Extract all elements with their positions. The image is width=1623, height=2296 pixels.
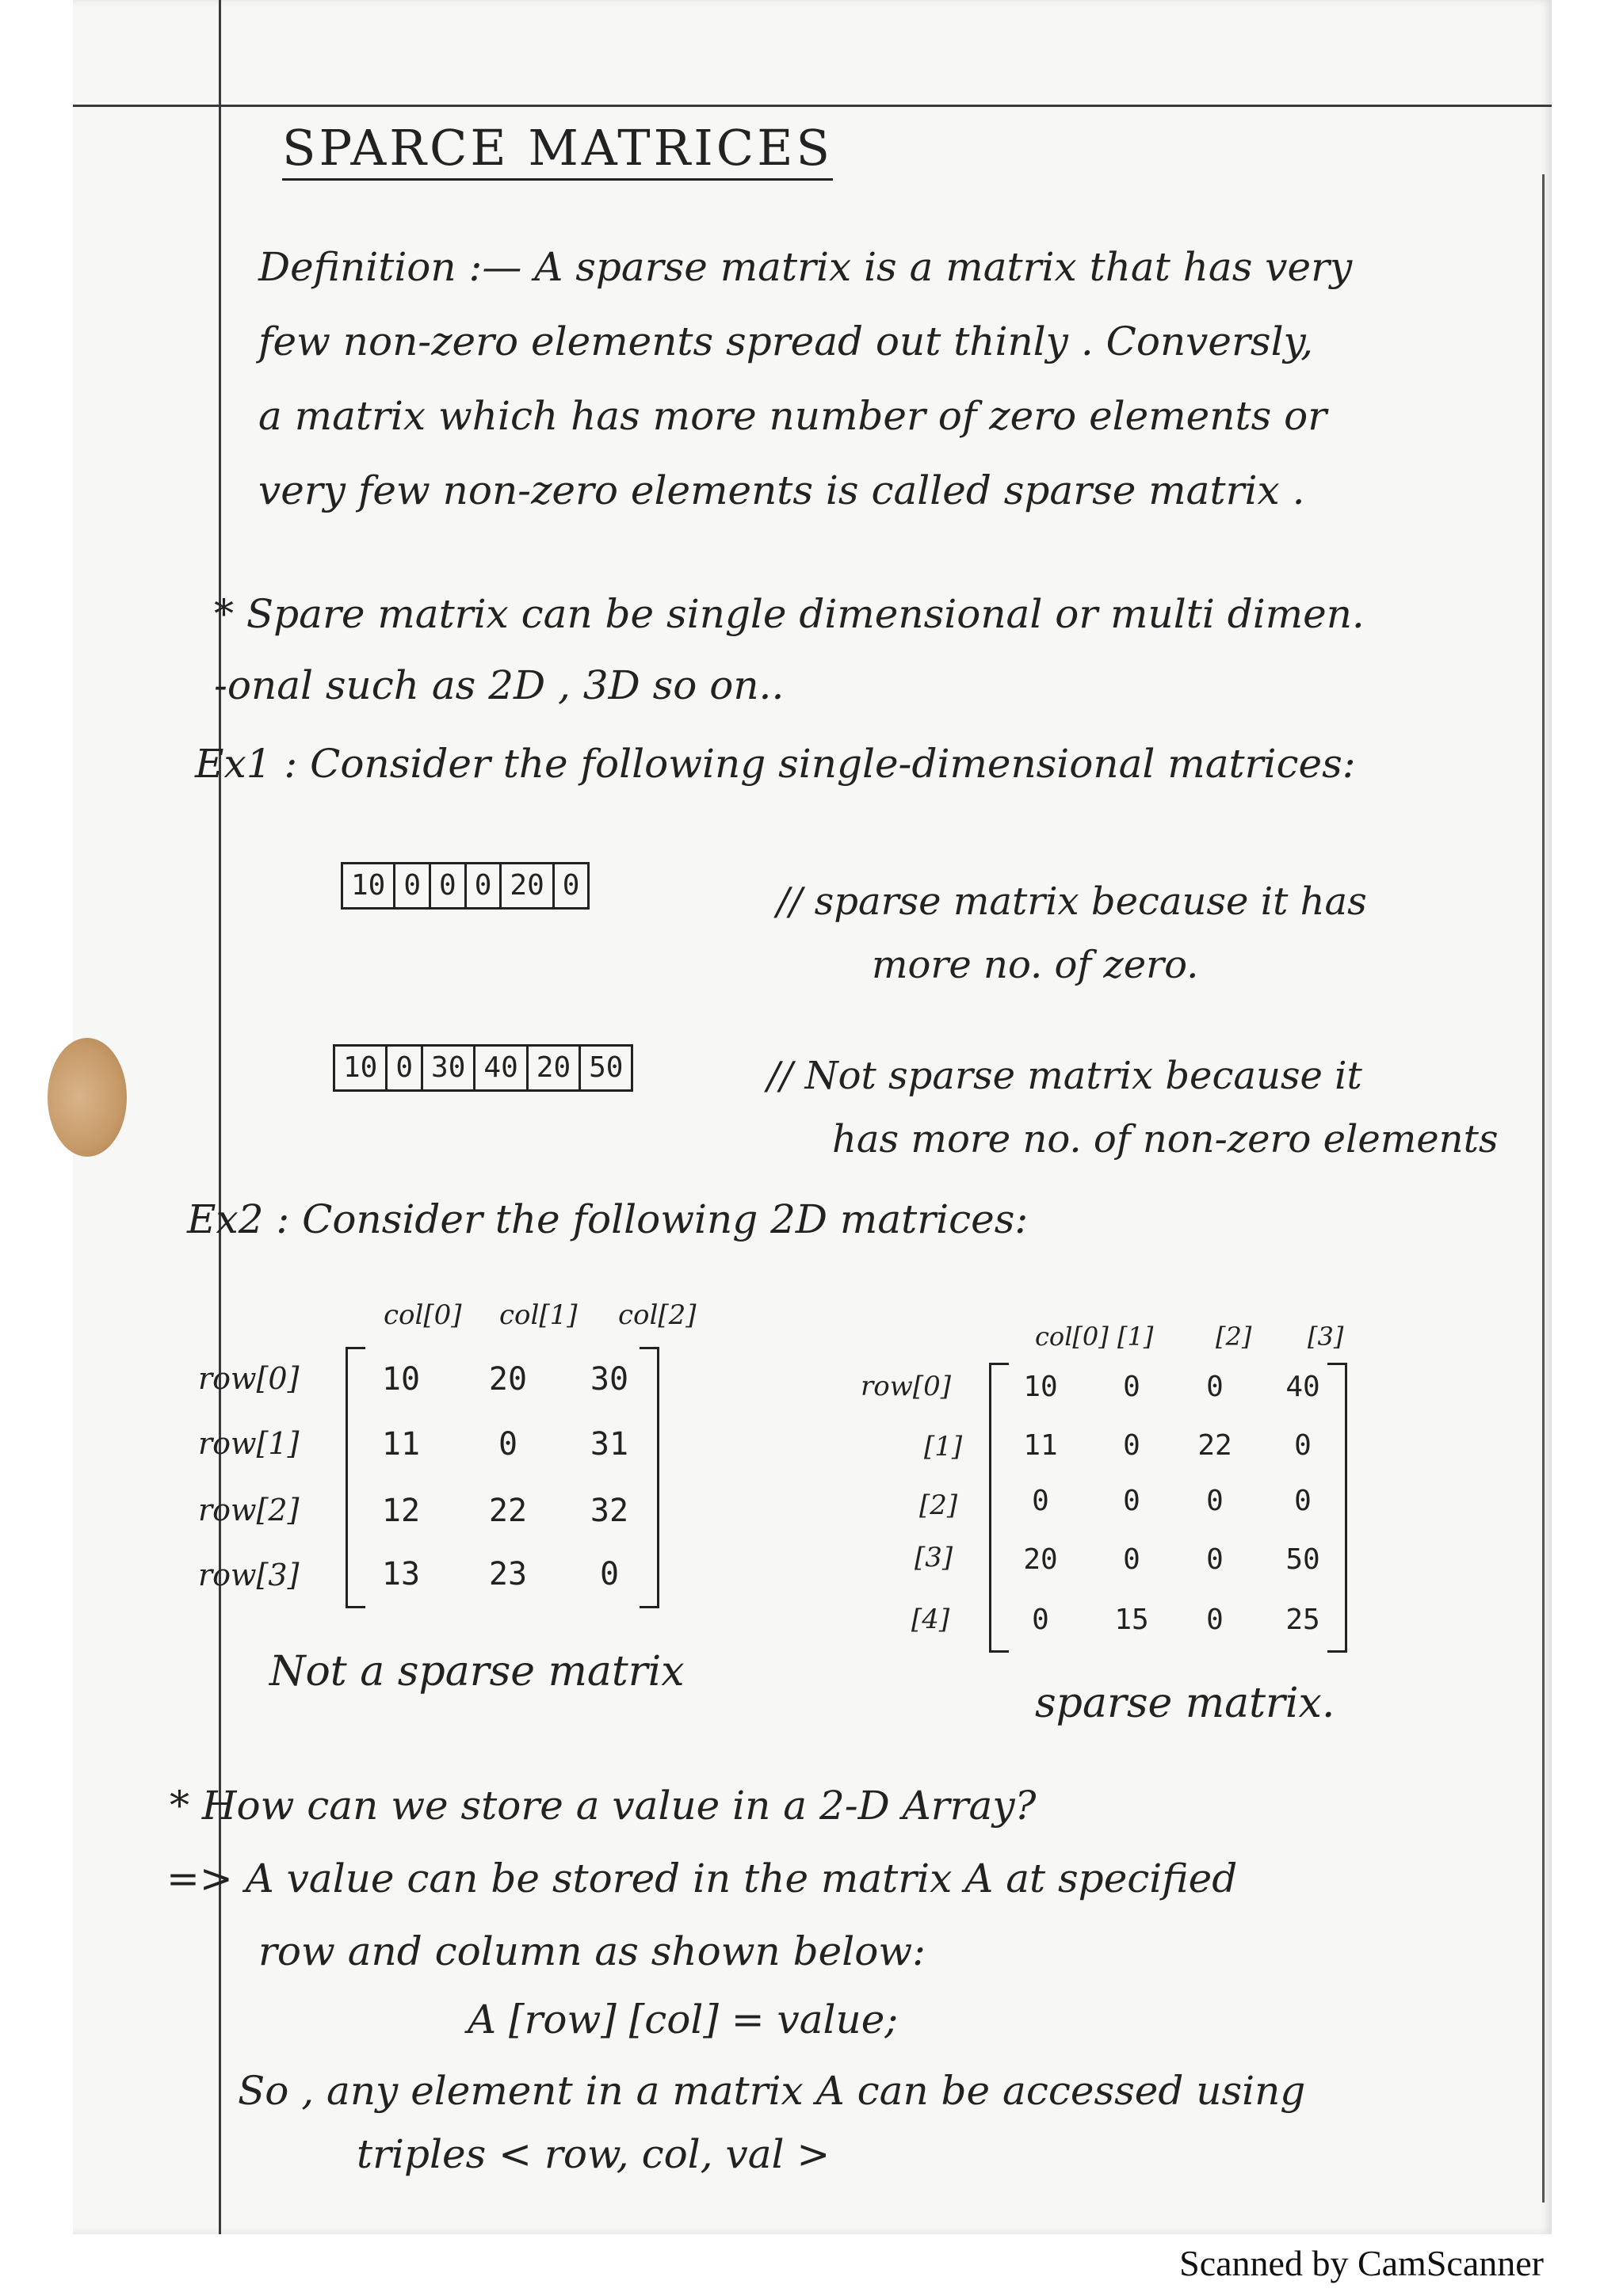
matrix-cell: 0 [1032,1604,1049,1636]
store-conclusion: So , any element in a matrix A can be accessed using [238,2068,1306,2114]
matrix-caption: Not a sparse matrix [269,1648,685,1695]
matrix-cell: 12 [381,1493,421,1529]
matrix-cell: 25 [1285,1604,1320,1636]
matrix-cell: 40 [1285,1371,1320,1403]
matrix-cell: 15 [1114,1604,1149,1636]
row-label: [4] [911,1604,950,1635]
array-cell: 10 [335,1047,388,1089]
note-line: * Spare matrix can be single dimensional or multi dimen. [214,591,1365,637]
matrix-cell: 0 [1123,1543,1140,1576]
array-sparse [341,862,590,910]
binder-hole [48,1038,127,1157]
matrix-b [989,1363,1347,1653]
array-cell: 50 [589,1051,624,1084]
matrix-cell: 10 [1023,1371,1058,1403]
matrix-cell: 11 [1023,1429,1058,1462]
matrix-cell: 0 [599,1556,620,1592]
col-label: col[0] [1035,1322,1109,1352]
matrix-cell: 11 [381,1426,421,1463]
array-cell: 0 [395,864,431,907]
scanner-watermark: Scanned by CamScanner [1179,2243,1544,2283]
matrix-cell: 0 [1206,1371,1224,1403]
col-label: [3] [1308,1322,1344,1352]
array-cell: 20 [502,864,554,907]
store-question: * How can we store a value in a 2-D Array? [170,1783,1037,1829]
row-label: [1] [924,1431,963,1463]
matrix-cell: 0 [1294,1485,1312,1517]
note-line: -onal such as 2D , 3D so on.. [214,662,785,708]
row-label: row[1] [198,1426,300,1461]
store-conclusion: triples < row, col, val > [357,2131,831,2177]
col-label: [2] [1216,1322,1252,1352]
array-comment: more no. of zero. [872,943,1199,987]
matrix-cell: 31 [590,1426,629,1463]
matrix-cell: 0 [1206,1485,1224,1517]
array-cell: 0 [388,1047,423,1089]
matrix-cell: 50 [1285,1543,1320,1576]
definition-line: very few non-zero elements is called sparse matrix . [258,467,1305,513]
array-cell: 10 [343,864,395,907]
matrix-cell: 0 [498,1426,518,1463]
matrix-cell: 10 [381,1361,421,1398]
array-cell: 40 [475,1047,528,1089]
col-label: col[0] [384,1299,462,1331]
ex1-heading: Ex1 : Consider the following single-dimensional matrices: [195,741,1356,787]
array-cell: 0 [431,864,467,907]
note-block [214,578,1365,721]
row-label: row[0] [861,1371,951,1402]
matrix-cell: 0 [1123,1485,1140,1517]
right-rule [1542,174,1545,2203]
page-top-rule [73,105,1552,107]
page-title: SPARCE MATRICES [282,119,833,181]
row-label: row[2] [198,1493,300,1527]
array-not-sparse [333,1044,633,1092]
matrix-cell: 13 [381,1556,421,1592]
matrix-cell: 32 [590,1493,629,1529]
row-label: [3] [915,1542,953,1573]
col-label: [1] [1117,1322,1154,1352]
array-cell: 30 [423,1047,475,1089]
matrix-cell: 0 [1294,1429,1312,1462]
store-formula: A [row] [col] = value; [468,1997,899,2042]
matrix-cell: 23 [488,1556,528,1592]
matrix-cell: 0 [1123,1371,1140,1403]
matrix-a [346,1347,659,1608]
definition-line: few non-zero elements spread out thinly . Conversly, [258,318,1314,364]
ex2-heading: Ex2 : Consider the following 2D matrices: [187,1196,1029,1242]
array-cell: 20 [529,1047,581,1089]
array-comment: // Not sparse matrix because it [767,1054,1362,1098]
matrix-cell: 0 [1206,1604,1224,1636]
definition-block [258,230,1352,528]
matrix-cell: 0 [1206,1543,1224,1576]
array-comment: has more no. of non-zero elements [832,1117,1499,1161]
matrix-cell: 0 [1032,1485,1049,1517]
row-label: row[3] [198,1558,300,1592]
matrix-cell: 20 [488,1361,528,1398]
row-label: [2] [919,1489,958,1521]
definition-line: Definition :— A sparse matrix is a matrix that has very [258,244,1353,290]
definition-line: a matrix which has more number of zero elements or [258,393,1327,439]
row-label: row[0] [198,1361,300,1396]
matrix-cell: 20 [1023,1543,1058,1576]
matrix-cell: 22 [488,1493,528,1529]
matrix-caption: sparse matrix. [1035,1680,1335,1727]
col-label: col[2] [618,1299,697,1331]
col-label: col[1] [499,1299,578,1331]
store-answer: row and column as shown below: [258,1928,926,1974]
array-comment: // sparse matrix because it has [777,879,1367,924]
store-answer: => A value can be stored in the matrix A at specified [166,1855,1238,1901]
matrix-cell: 30 [590,1361,629,1398]
matrix-cell: 22 [1197,1429,1232,1462]
array-cell: 0 [467,864,502,907]
matrix-cell: 0 [1123,1429,1140,1462]
array-cell: 0 [562,869,580,902]
